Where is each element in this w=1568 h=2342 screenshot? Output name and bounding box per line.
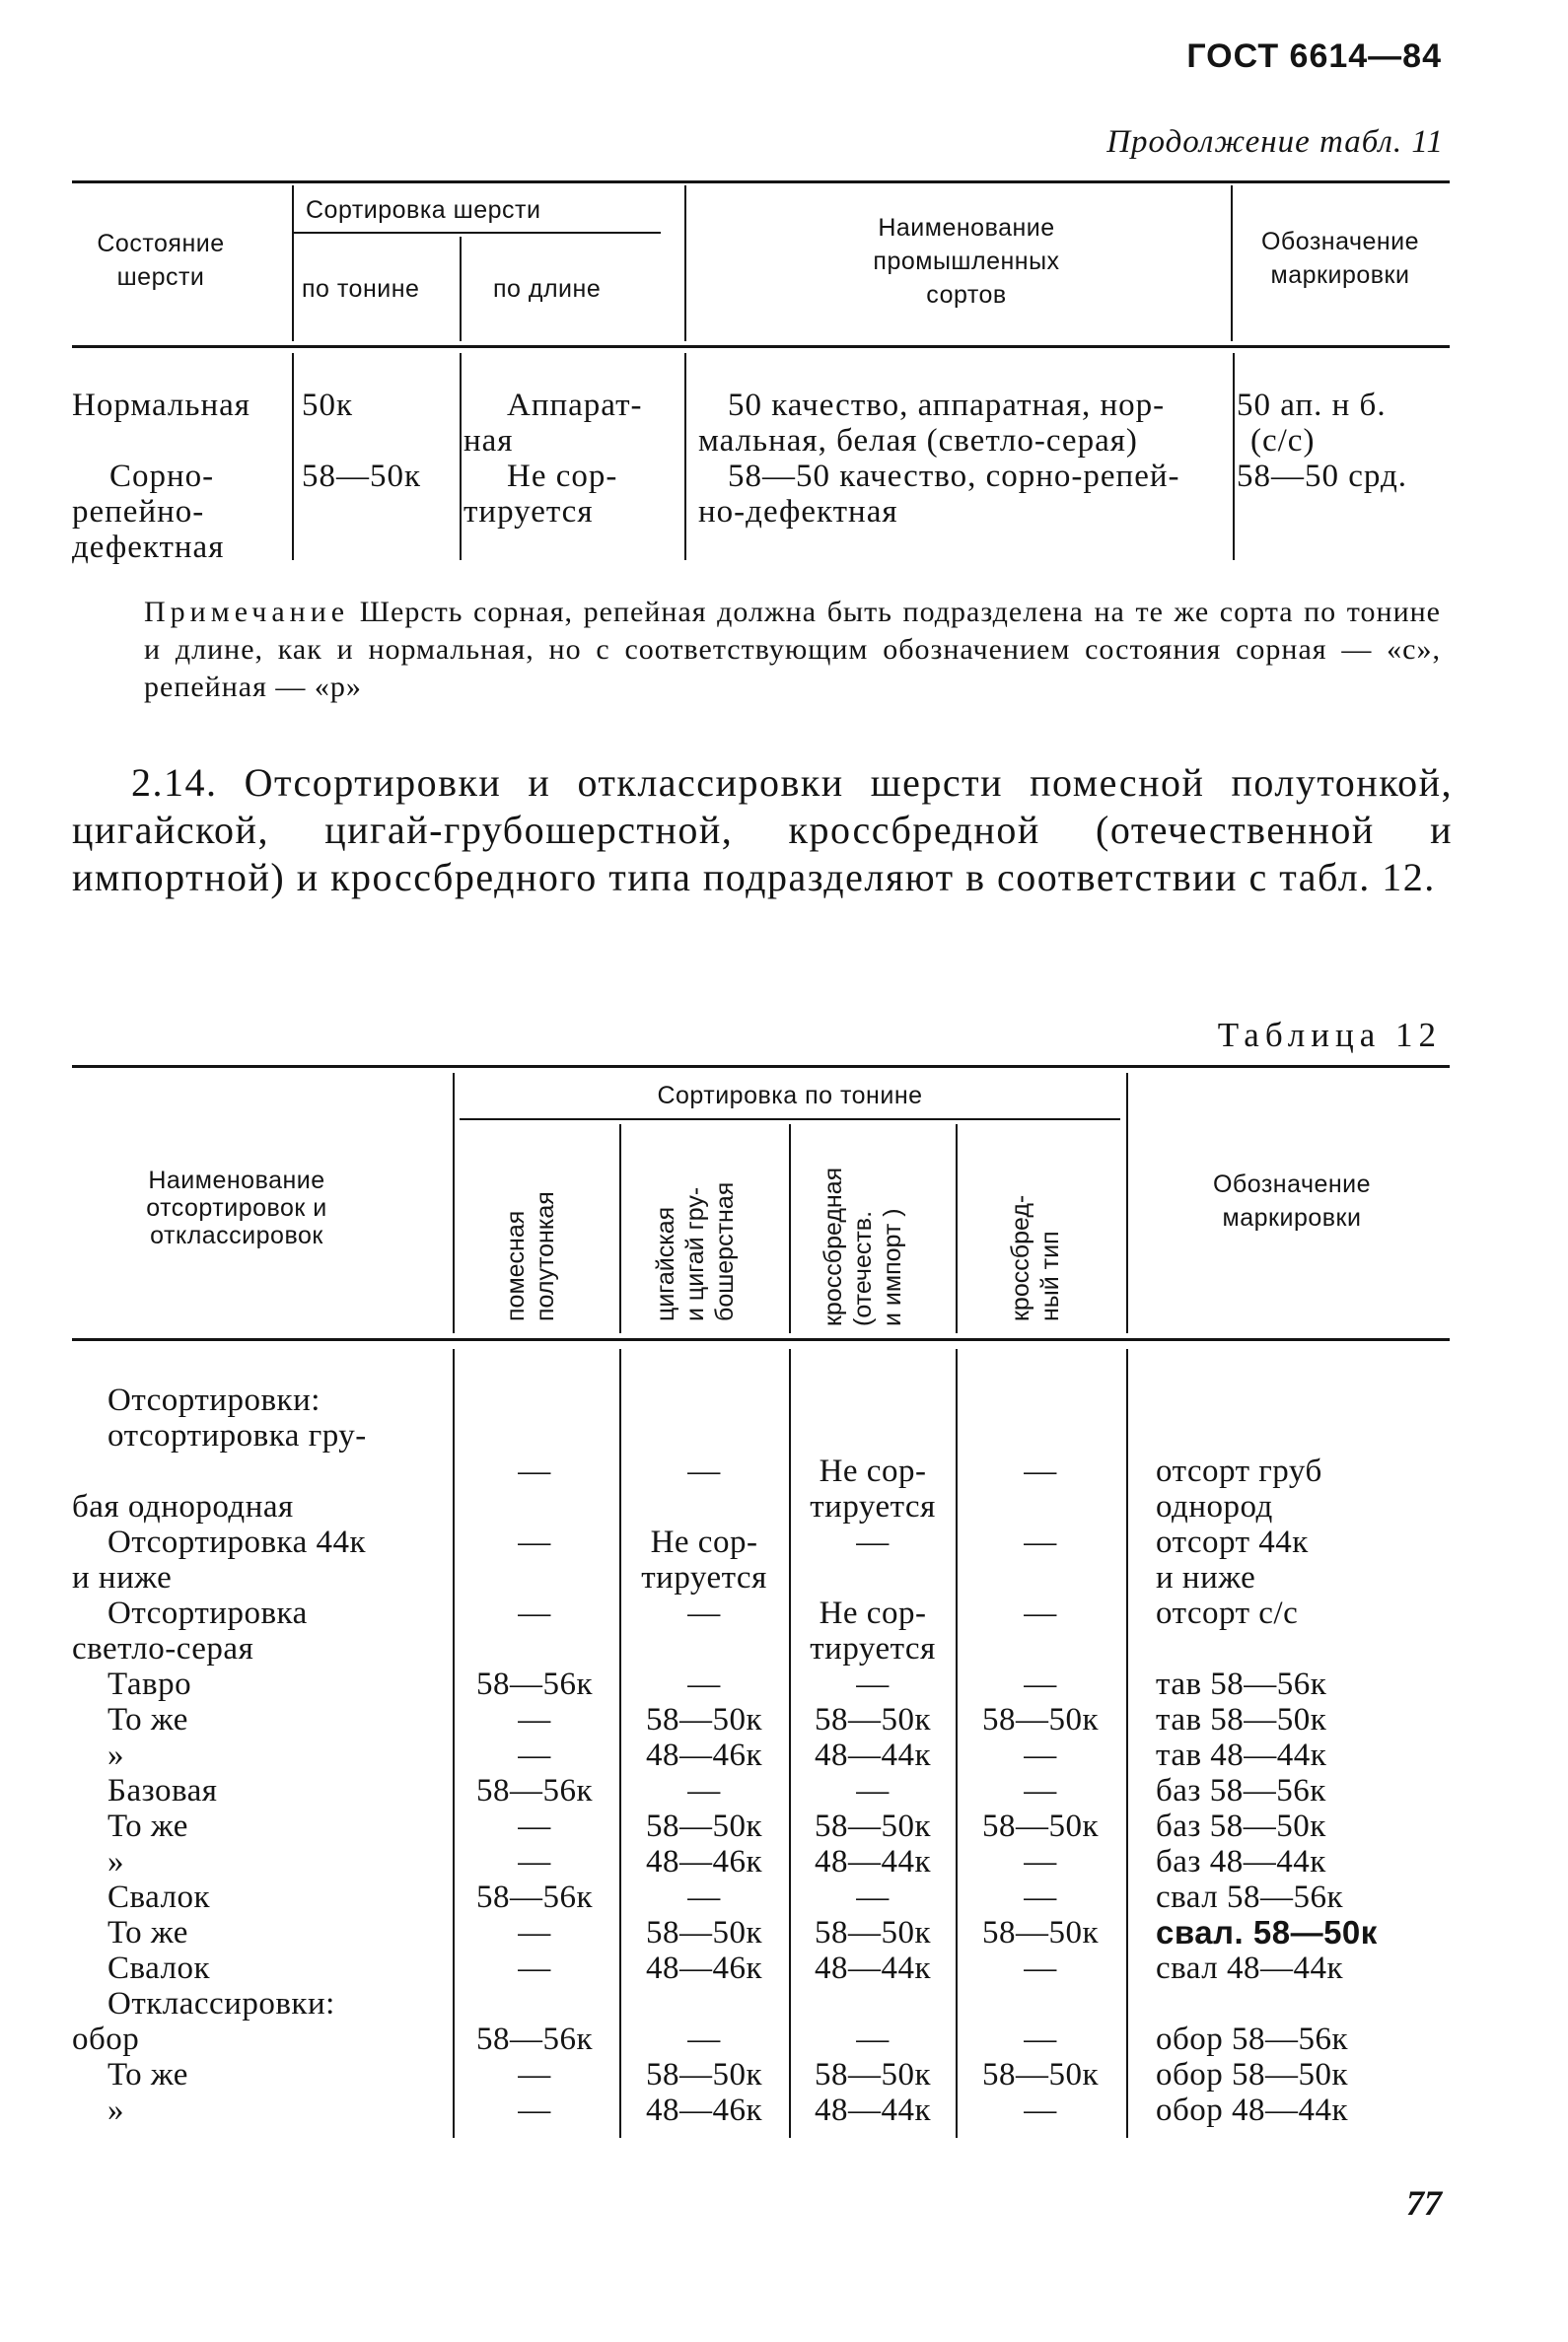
cell-marking: тав 58—56к xyxy=(1156,1667,1327,1702)
table-row xyxy=(0,1667,1568,1702)
cell-polutonkaya: — xyxy=(518,1702,551,1738)
table12-group-subrule xyxy=(460,1118,1120,1120)
cell-krossbred-type: — xyxy=(1024,1525,1057,1560)
cell-polutonkaya: — xyxy=(518,1738,551,1773)
header-state: Состояние шерсти xyxy=(97,230,225,291)
table-row xyxy=(0,1383,1568,1418)
cell-polutonkaya: — xyxy=(518,2057,551,2093)
cell-marking: свал. 58—50к xyxy=(1156,1914,1378,1951)
row-name: Отсортировка 44к xyxy=(107,1525,366,1560)
paragraph-number: 2.14. xyxy=(131,760,218,805)
note-label: Примечание xyxy=(144,596,350,628)
table12-top-rule xyxy=(72,1065,1450,1068)
cell-krossbrednaya: 48—44к xyxy=(814,2093,932,2128)
cell-marking: тав 58—50к xyxy=(1156,1702,1327,1738)
cell-marking: баз 58—50к xyxy=(1156,1809,1326,1844)
cell-tsigayskaya: — xyxy=(687,1880,721,1915)
table-row xyxy=(0,1844,1568,1880)
t12-header-col3: кроссбредная (отечеств. и импорт ) xyxy=(820,1167,906,1326)
cell-krossbred-type: — xyxy=(1024,1738,1057,1773)
cell-marking: обор 48—44к xyxy=(1156,2093,1349,2128)
table12-caption: Таблица 12 xyxy=(1217,1016,1442,1054)
cell-polutonkaya: — xyxy=(518,1915,551,1951)
cell-krossbrednaya: — xyxy=(856,1525,890,1560)
cell-tsigayskaya: — xyxy=(687,1596,721,1631)
row-name: светло-серая xyxy=(72,1631,254,1667)
cell-polutonkaya: — xyxy=(518,1844,551,1880)
t12-header-marking: Обозначение маркировки xyxy=(1212,1171,1372,1232)
row-name: Базовая xyxy=(107,1773,218,1809)
cell-polutonkaya: 58—56к xyxy=(475,1667,594,1702)
table-row xyxy=(0,1809,1568,1844)
table-row xyxy=(0,1418,1568,1454)
t12-header-col4: кроссбред- ный тип xyxy=(1007,1194,1064,1321)
cell-polutonkaya: — xyxy=(518,1454,551,1489)
table-row xyxy=(0,1702,1568,1738)
t11-row1-marking: 50 ап. н б. (с/с) xyxy=(1237,388,1387,459)
cell-polutonkaya: — xyxy=(518,1809,551,1844)
cell-krossbred-type: — xyxy=(1024,1667,1057,1702)
table11-header-rule xyxy=(72,345,1450,348)
t11-row2-fineness: 58—50к xyxy=(302,459,422,494)
table-row xyxy=(0,1915,1568,1951)
cell-krossbred-type: — xyxy=(1024,2022,1057,2057)
table11-sorting-subrule xyxy=(293,232,661,234)
row-name: То же xyxy=(107,1915,188,1951)
t12-header-col2: цигайская и цигай гру- бошерстная xyxy=(652,1181,739,1321)
table11-top-rule xyxy=(72,180,1450,183)
cell-tsigayskaya: — xyxy=(687,1454,721,1489)
table-row xyxy=(0,1631,1568,1667)
cell-marking: обор 58—50к xyxy=(1156,2057,1349,2093)
cell-krossbrednaya: 58—50к xyxy=(814,2057,932,2093)
cell-krossbrednaya: — xyxy=(856,1667,890,1702)
cell-tsigayskaya: 48—46к xyxy=(645,1951,763,1986)
row-name: Отсортировка xyxy=(107,1596,308,1631)
paragraph-text: Отсортировки и отклассировки шерсти помесной полутонкой, цигайской, цигай-грубошерстной, кроссбредной (отечественной и импортной) и кроссбредного типа подразделяют в соответствии с табл. 12. xyxy=(72,760,1454,899)
cell-polutonkaya: 58—56к xyxy=(475,2022,594,2057)
cell-krossbred-type: 58—50к xyxy=(981,1702,1100,1738)
t12-header-col1: помесная полутонкая xyxy=(502,1191,559,1321)
cell-krossbrednaya: 58—50к xyxy=(814,1915,932,1951)
table-row xyxy=(0,2057,1568,2093)
cell-krossbrednaya: 48—44к xyxy=(814,1844,932,1880)
cell-tsigayskaya: — xyxy=(687,1773,721,1809)
table-row xyxy=(0,1986,1568,2022)
cell-marking: отсорт с/с xyxy=(1156,1596,1299,1631)
cell-krossbrednaya: 48—44к xyxy=(814,1738,932,1773)
header-by-length: по длине xyxy=(493,275,602,303)
row-name: Отсортировки: xyxy=(107,1383,321,1418)
cell-marking: и ниже xyxy=(1156,1560,1256,1596)
header-industrial-names: Наименование промышленных сортов xyxy=(873,214,1060,309)
table-row xyxy=(0,1560,1568,1596)
cell-krossbred-type: 58—50к xyxy=(981,1809,1100,1844)
row-name: Свалок xyxy=(107,1951,211,1986)
header-by-fineness: по тонине xyxy=(302,275,420,303)
table-row xyxy=(0,1525,1568,1560)
cell-tsigayskaya: 58—50к xyxy=(645,2057,763,2093)
row-name: отсортировка гру- xyxy=(107,1418,367,1454)
t11-row2-name: 58—50 качество, сорно-репей- но-дефектная xyxy=(698,459,1180,530)
paragraph-2-14 xyxy=(72,759,1453,901)
row-name: » xyxy=(107,2093,124,2128)
cell-tsigayskaya: тируется xyxy=(641,1560,767,1596)
cell-polutonkaya: 58—56к xyxy=(475,1880,594,1915)
row-name: Отклассировки: xyxy=(107,1986,335,2022)
cell-krossbrednaya: тируется xyxy=(810,1631,936,1667)
cell-krossbrednaya: 58—50к xyxy=(814,1809,932,1844)
cell-krossbrednaya: 58—50к xyxy=(814,1702,932,1738)
row-name: бая однородная xyxy=(72,1489,294,1525)
row-name: То же xyxy=(107,1809,188,1844)
row-name: » xyxy=(107,1844,124,1880)
header-sorting: Сортировка шерсти xyxy=(306,196,541,224)
cell-krossbred-type: 58—50к xyxy=(981,2057,1100,2093)
table-row xyxy=(0,1454,1568,1489)
row-name: Тавро xyxy=(107,1667,192,1702)
cell-tsigayskaya: 48—46к xyxy=(645,1844,763,1880)
page-number: 77 xyxy=(1406,2183,1442,2223)
t11-row2-marking: 58—50 срд. xyxy=(1237,459,1408,494)
cell-krossbrednaya: Не сор- xyxy=(819,1596,927,1631)
header-marking: Обозначение маркировки xyxy=(1260,228,1420,289)
cell-krossbrednaya: — xyxy=(856,1880,890,1915)
cell-marking: свал 58—56к xyxy=(1156,1880,1343,1915)
cell-krossbred-type: — xyxy=(1024,1951,1057,1986)
cell-tsigayskaya: 58—50к xyxy=(645,1702,763,1738)
cell-marking: обор 58—56к xyxy=(1156,2022,1349,2057)
table-row xyxy=(0,2093,1568,2128)
cell-krossbrednaya: тируется xyxy=(810,1489,936,1525)
cell-krossbrednaya: — xyxy=(856,2022,890,2057)
t11-row1-state: Нормальная xyxy=(72,388,250,423)
table-row xyxy=(0,1773,1568,1809)
cell-polutonkaya: — xyxy=(518,1951,551,1986)
cell-tsigayskaya: — xyxy=(687,2022,721,2057)
cell-krossbred-type: — xyxy=(1024,1773,1057,1809)
t11-row1-length: Аппарат- ная xyxy=(463,388,643,459)
table-row xyxy=(0,1489,1568,1525)
cell-marking: отсорт 44к xyxy=(1156,1525,1309,1560)
row-name: и ниже xyxy=(72,1560,173,1596)
cell-krossbred-type: — xyxy=(1024,1844,1057,1880)
note-text: Шерсть сорная, репейная должна быть подразделена на те же сорта по тонине и длине, как и нормальная, но с соответствующим обозначением состояния сорная — «с», репейная — «р» xyxy=(144,596,1441,703)
cell-tsigayskaya: Не сор- xyxy=(650,1525,758,1560)
cell-krossbred-type: — xyxy=(1024,1596,1057,1631)
cell-krossbrednaya: 48—44к xyxy=(814,1951,932,1986)
table-row xyxy=(0,1738,1568,1773)
cell-krossbrednaya: — xyxy=(856,1773,890,1809)
cell-marking: тав 48—44к xyxy=(1156,1738,1327,1773)
row-name: обор xyxy=(72,2022,140,2057)
standard-number: ГОСТ 6614—84 xyxy=(1186,37,1442,75)
t11-row2-state: Сорно- репейно- дефектная xyxy=(72,459,225,565)
t11-row1-name: 50 качество, аппаратная, нор- мальная, белая (светло-серая) xyxy=(698,388,1166,459)
table-continuation-caption: Продолжение табл. 11 xyxy=(1106,124,1444,160)
cell-krossbred-type: — xyxy=(1024,2093,1057,2128)
cell-tsigayskaya: 48—46к xyxy=(645,1738,763,1773)
t12-header-name: Наименование отсортировок и отклассировок xyxy=(146,1167,327,1249)
table-row xyxy=(0,1880,1568,1915)
cell-polutonkaya: — xyxy=(518,1596,551,1631)
row-name: » xyxy=(107,1738,124,1773)
t11-row2-length: Не сор- тируется xyxy=(463,459,618,530)
table-row xyxy=(0,1951,1568,1986)
cell-marking: отсорт груб xyxy=(1156,1454,1322,1489)
row-name: То же xyxy=(107,1702,188,1738)
cell-krossbred-type: — xyxy=(1024,1880,1057,1915)
cell-polutonkaya: 58—56к xyxy=(475,1773,594,1809)
t11-row1-fineness: 50к xyxy=(302,388,354,423)
table-row xyxy=(0,2022,1568,2057)
cell-marking: баз 58—56к xyxy=(1156,1773,1326,1809)
row-name: То же xyxy=(107,2057,188,2093)
cell-polutonkaya: — xyxy=(518,2093,551,2128)
table-row xyxy=(0,1596,1568,1631)
cell-marking: свал 48—44к xyxy=(1156,1951,1343,1986)
cell-polutonkaya: — xyxy=(518,1525,551,1560)
cell-krossbred-type: 58—50к xyxy=(981,1915,1100,1951)
cell-tsigayskaya: 48—46к xyxy=(645,2093,763,2128)
cell-krossbred-type: — xyxy=(1024,1454,1057,1489)
cell-marking: баз 48—44к xyxy=(1156,1844,1326,1880)
cell-tsigayskaya: 58—50к xyxy=(645,1809,763,1844)
t12-header-group: Сортировка по тонине xyxy=(657,1082,923,1109)
table12-header-rule xyxy=(72,1338,1450,1341)
cell-tsigayskaya: 58—50к xyxy=(645,1915,763,1951)
row-name: Свалок xyxy=(107,1880,211,1915)
cell-krossbrednaya: Не сор- xyxy=(819,1454,927,1489)
cell-tsigayskaya: — xyxy=(687,1667,721,1702)
table11-note xyxy=(144,594,1441,706)
cell-marking: однород xyxy=(1156,1489,1273,1525)
